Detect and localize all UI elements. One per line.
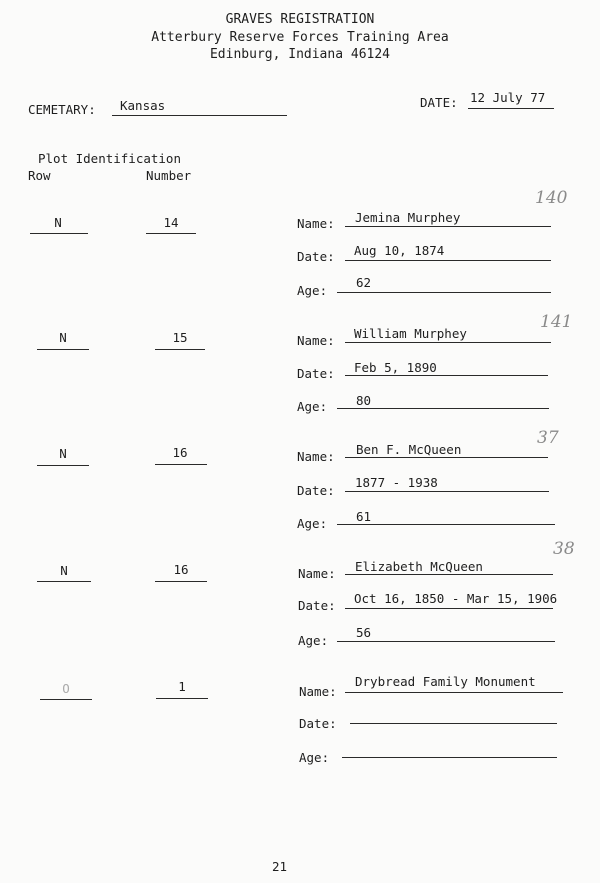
row-value: N (60, 563, 68, 578)
number-value: 16 (172, 445, 188, 460)
age-value: 56 (356, 625, 372, 640)
name-underline (345, 692, 563, 693)
row-value: N (59, 446, 67, 461)
date-field-label: Date: (297, 366, 335, 381)
row-underline (40, 699, 92, 700)
date-field-underline (350, 723, 557, 724)
name-label: Name: (299, 684, 337, 699)
date-field-underline (345, 260, 551, 261)
number-column-header: Number (146, 168, 192, 183)
name-underline (345, 342, 551, 343)
row-column-header: Row (28, 168, 51, 183)
name-value: Ben F. McQueen (356, 442, 462, 457)
age-underline (337, 524, 555, 525)
age-label: Age: (299, 750, 330, 765)
page-number: 21 (272, 859, 288, 874)
number-value: 16 (173, 562, 189, 577)
date-field-label: Date: (299, 716, 337, 731)
number-value: 14 (163, 215, 179, 230)
age-underline (337, 408, 549, 409)
name-value: William Murphey (354, 326, 467, 341)
form-location: Edinburg, Indiana 46124 (209, 47, 390, 62)
name-value: Jemina Murphey (355, 210, 461, 225)
age-label: Age: (297, 516, 328, 531)
handwritten-note: 141 (540, 312, 573, 332)
number-underline (146, 233, 196, 234)
date-field-label: Date: (297, 483, 335, 498)
date-field-value: 1877 - 1938 (355, 475, 438, 490)
date-field-value: Aug 10, 1874 (354, 243, 445, 258)
age-label: Age: (297, 399, 328, 414)
row-underline (37, 465, 89, 466)
age-value: 61 (356, 509, 372, 524)
number-underline (155, 581, 207, 582)
number-value: 15 (172, 330, 188, 345)
name-label: Name: (297, 333, 335, 348)
date-field-label: Date: (298, 598, 336, 613)
name-underline (345, 574, 553, 575)
row-value: O (62, 681, 70, 696)
age-underline (337, 292, 551, 293)
date-field-label: Date: (297, 249, 335, 264)
handwritten-note: 140 (535, 188, 568, 208)
number-underline (156, 698, 208, 699)
cemetery-label: CEMETARY: (28, 102, 96, 117)
row-underline (30, 233, 88, 234)
age-underline (337, 641, 555, 642)
date-value: 12 July 77 (470, 90, 546, 105)
name-value: Drybread Family Monument (355, 674, 536, 689)
row-underline (37, 349, 89, 350)
form-title: GRAVES REGISTRATION (225, 12, 375, 27)
cemetery-value: Kansas (120, 98, 166, 113)
date-field-underline (345, 491, 549, 492)
date-field-underline (345, 375, 548, 376)
name-value: Elizabeth McQueen (355, 559, 483, 574)
row-underline (37, 581, 91, 582)
date-label: DATE: (420, 95, 458, 110)
date-underline (468, 108, 554, 109)
number-underline (155, 349, 205, 350)
plot-identification-header: Plot Identification (38, 151, 181, 166)
cemetery-underline (112, 115, 287, 116)
row-value: N (54, 215, 62, 230)
name-label: Name: (298, 566, 336, 581)
name-underline (345, 226, 551, 227)
age-label: Age: (297, 283, 328, 298)
row-value: N (59, 330, 67, 345)
date-field-underline (345, 608, 553, 609)
age-underline (342, 757, 557, 758)
age-value: 80 (356, 393, 372, 408)
form-organization: Atterbury Reserve Forces Training Area (151, 30, 449, 45)
handwritten-note: 37 (537, 428, 559, 448)
number-value: 1 (178, 679, 186, 694)
handwritten-note: 38 (553, 539, 575, 559)
age-label: Age: (298, 633, 329, 648)
date-field-value: Feb 5, 1890 (354, 360, 437, 375)
age-value: 62 (356, 275, 372, 290)
name-underline (345, 457, 548, 458)
name-label: Name: (297, 216, 335, 231)
number-underline (155, 464, 207, 465)
date-field-value: Oct 16, 1850 - Mar 15, 1906 (354, 591, 558, 606)
name-label: Name: (297, 449, 335, 464)
